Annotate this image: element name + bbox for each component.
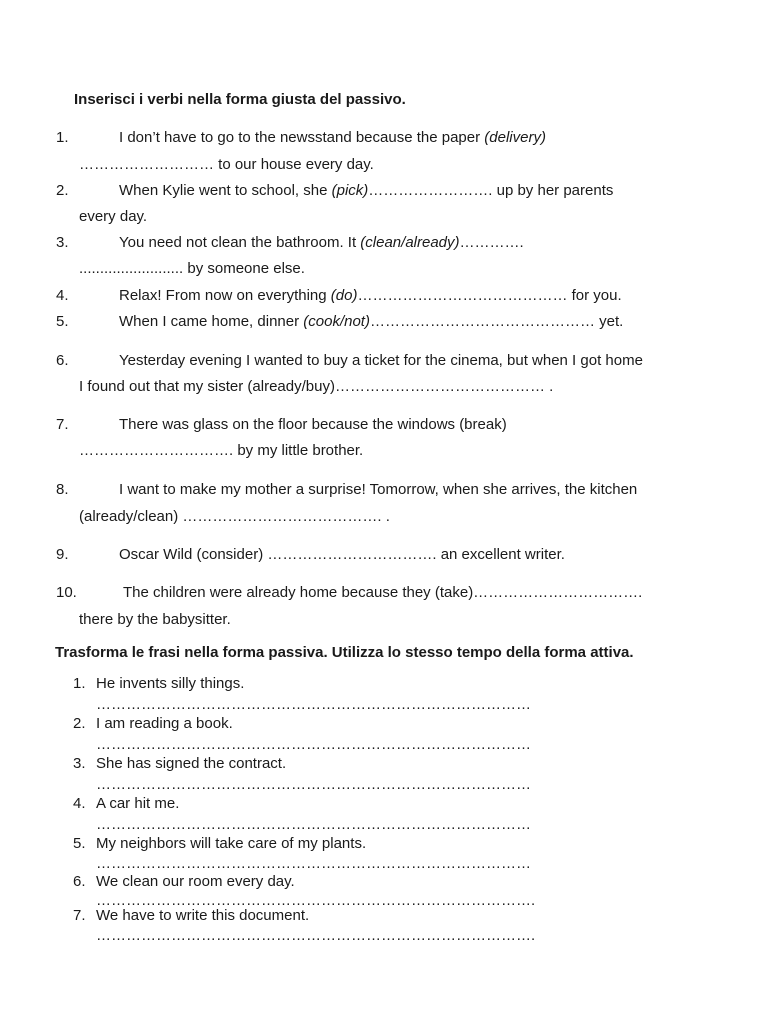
item-line1: When I came home, dinner (cook/not)……………………………………… yet. — [119, 313, 624, 330]
section1-heading: Inserisci i verbi nella forma giusta del passivo. — [74, 91, 406, 108]
item-number: 1. — [73, 675, 86, 692]
item-number: 4. — [73, 795, 86, 812]
item-number: 7. — [73, 907, 86, 924]
answer-line: …………………………………………………………………………… — [96, 696, 531, 713]
item-number: 7. — [56, 416, 69, 433]
sentence-text: We have to write this document. — [96, 907, 310, 924]
item-number: 1. — [56, 129, 69, 146]
sentence-text: We clean our room every day. — [96, 873, 295, 890]
item-number: 3. — [56, 234, 69, 251]
item-number: 5. — [73, 835, 86, 852]
answer-line: …………………………………………………………………………… — [96, 816, 531, 833]
item-line1: There was glass on the floor because the windows (break) — [119, 416, 507, 433]
sentence-text: She has signed the contract. — [96, 755, 287, 772]
item-number: 8. — [56, 481, 69, 498]
item-number: 6. — [56, 352, 69, 369]
answer-line: …………………………………………………………………………… — [96, 855, 531, 872]
sentence-text: A car hit me. — [96, 795, 180, 812]
item-line1: Oscar Wild (consider) ……………………………. an excellent writer. — [119, 546, 565, 563]
item-number: 9. — [56, 546, 69, 563]
answer-line: ……………………………………………………………………………. — [96, 892, 536, 909]
item-number: 5. — [56, 313, 69, 330]
answer-line: ……………………………………………………………………………. — [96, 927, 536, 944]
item-line2: (already/clean) …………………………………. . — [79, 508, 390, 525]
item-number: 2. — [73, 715, 86, 732]
item-line1: You need not clean the bathroom. It (clean/already)…………. — [119, 234, 524, 251]
item-line2: every day. — [79, 208, 148, 225]
item-number: 3. — [73, 755, 86, 772]
item-line2: ……………………… to our house every day. — [79, 156, 374, 173]
sentence-text: I am reading a book. — [96, 715, 233, 732]
item-number: 10. — [56, 584, 77, 601]
item-line1: The children were already home because they (take)……………………………. — [123, 584, 643, 601]
sentence-text: He invents silly things. — [96, 675, 245, 692]
item-line2: I found out that my sister (already/buy)…………………………………… . — [79, 378, 554, 395]
sentence-text: My neighbors will take care of my plants. — [96, 835, 367, 852]
item-line1: I don’t have to go to the newsstand because the paper (delivery) — [119, 129, 546, 146]
item-line1: Yesterday evening I wanted to buy a ticket for the cinema, but when I got home — [119, 352, 643, 369]
item-number: 2. — [56, 182, 69, 199]
section2-heading: Trasforma le frasi nella forma passiva. Utilizza lo stesso tempo della forma attiva. — [55, 644, 634, 661]
answer-line: …………………………………………………………………………… — [96, 736, 531, 753]
item-line2: …………………………. by my little brother. — [79, 442, 364, 459]
item-line2: ......................... by someone else. — [79, 260, 305, 277]
item-line1: When Kylie went to school, she (pick)……………………. up by her parents — [119, 182, 614, 199]
item-number: 4. — [56, 287, 69, 304]
item-line1: Relax! From now on everything (do)…………………………………… for you. — [119, 287, 622, 304]
answer-line: …………………………………………………………………………… — [96, 776, 531, 793]
item-number: 6. — [73, 873, 86, 890]
item-line2: there by the babysitter. — [79, 611, 231, 628]
item-line1: I want to make my mother a surprise! Tomorrow, when she arrives, the kitchen — [119, 481, 638, 498]
